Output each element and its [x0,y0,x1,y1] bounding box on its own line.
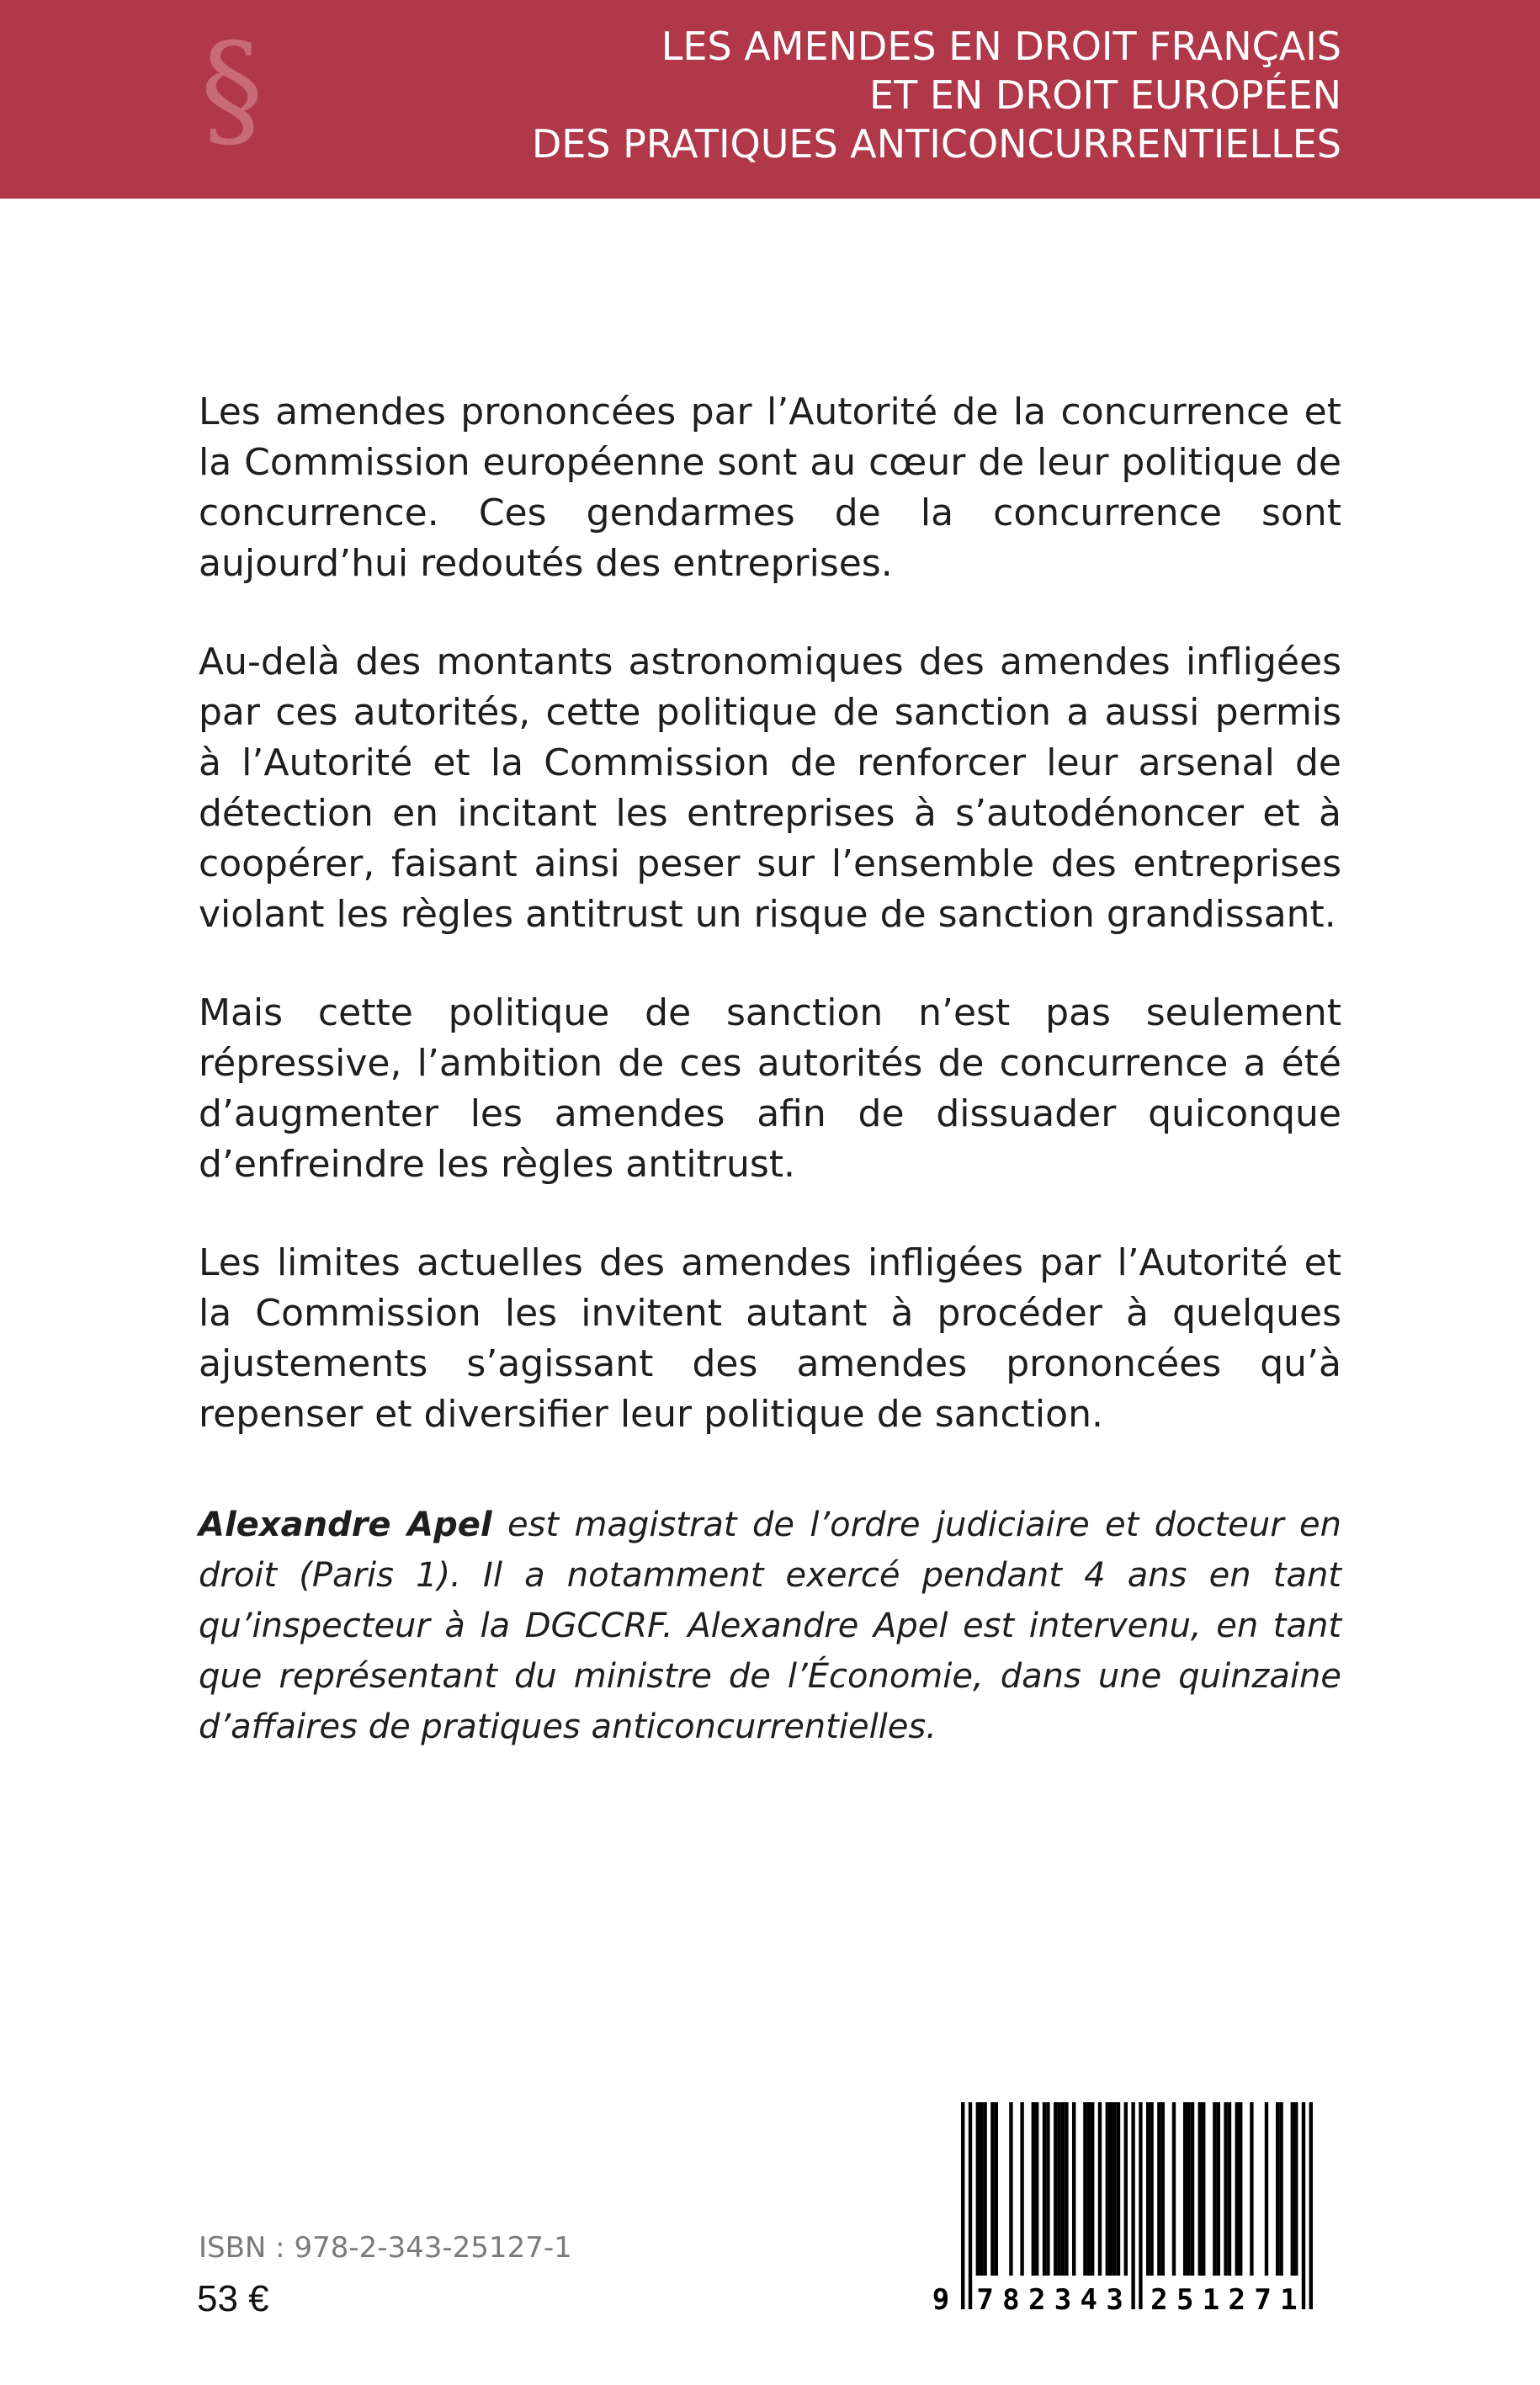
barcode-bar [1106,2102,1109,2276]
barcode-bar [1009,2102,1012,2276]
barcode-bar [1061,2102,1065,2276]
book-title [532,22,1341,168]
barcode-bar [1020,2102,1023,2276]
barcode-digit: 2 [1150,2283,1168,2317]
summary-paragraph-1: Les amendes prononcées par l’Autorité de la concurrence et la Commission européenne sont au cœur de leur politique de concurrence. Ces gendarmes de la concurrence sont aujourd’hui redoutés des entreprises. [199,390,1341,585]
barcode-digit: 3 [1106,2283,1123,2317]
barcode-digit: 1 [1280,2283,1298,2317]
barcode-bar [1035,2102,1038,2276]
barcode-bar [995,2102,998,2276]
barcode-digit: 4 [1080,2283,1098,2317]
barcode-bar [990,2102,994,2276]
summary-paragraph-3: Mais cette politique de sanction n’est pas seulement répressive, l’ambition de ces autorités de concurrence a été d’augmenter les amendes afin de dissuader quiconque d’enfreindre les règles antitrust. [199,991,1341,1186]
barcode-digit: 8 [1002,2283,1020,2317]
barcode-bar [1139,2102,1142,2309]
summary-paragraph-2: Au-delà des montants astronomiques des amendes infligées par ces autorités, cette politique de sanction a aussi permis à l’Autorité et la Commission de renforcer leur arsenal de détection en incitant les entreprises à s’autodénoncer et à coopérer, faisant ainsi peser sur l’ensemble des entreprises violant les règles antitrust un risque de sanction grandissant. [199,640,1341,936]
barcode-digit: 7 [976,2283,994,2317]
barcode-bar [1117,2102,1120,2276]
section-symbol-icon: § [200,17,263,163]
barcode-bar [1191,2102,1194,2276]
barcode-bar [961,2102,964,2309]
barcode-graphic [926,2097,1343,2319]
barcode-bar [1187,2102,1190,2276]
barcode-bar [1109,2102,1113,2276]
title-line-1: LES AMENDES EN DROIT FRANÇAIS [661,24,1341,69]
barcode-bar [1279,2102,1282,2276]
barcode-digit: 9 [932,2283,950,2317]
barcode-bar [1172,2102,1176,2276]
barcode-bar [969,2102,972,2309]
barcode-bar [1235,2102,1239,2276]
barcode-bar [1265,2102,1268,2276]
barcode-bar [1291,2102,1294,2276]
barcode-bar [1198,2102,1202,2276]
barcode-bar [1213,2102,1216,2276]
barcode-bar [1046,2102,1049,2276]
barcode-bar [1157,2102,1160,2276]
barcode-bar [1239,2102,1242,2276]
barcode-bar [1202,2102,1205,2276]
barcode-bar [1131,2102,1134,2309]
title-line-2: ET EN DROIT EUROPÉEN [869,72,1341,118]
author-name: Alexandre Apel [199,1506,492,1544]
barcode-bar [1294,2102,1298,2276]
barcode-bar [1054,2102,1057,2276]
title-line-3: DES PRATIQUES ANTICONCURRENTIELLES [531,121,1341,167]
barcode-bar [1250,2102,1253,2276]
barcode-bar [1091,2102,1094,2276]
barcode-bar [1087,2102,1091,2276]
barcode-bar [1224,2102,1227,2276]
barcode-bar [1161,2102,1165,2276]
barcode-bar [1124,2102,1128,2276]
barcode-bar [1113,2102,1116,2276]
barcode-bar [976,2102,980,2276]
barcode-bar [1083,2102,1086,2276]
barcode-bar [1098,2102,1102,2276]
barcode-bar [983,2102,986,2276]
barcode-bar [1146,2102,1150,2276]
barcode-digit: 2 [1028,2283,1046,2317]
barcode-digit: 1 [1202,2283,1220,2317]
author-bio-text: est magistrat de l’ordre judiciaire et docteur en droit (Paris 1). Il a notamment exercé pendant 4 ans en tant qu’inspecteur à la DGCCRF. Alexandre Apel est intervenu, en tant que représentant du ministre de l’Économie, dans une quinzaine d’affaires de pratiques anticoncurrentielles. [199,1506,1341,1746]
barcode-digit: 3 [1054,2283,1072,2317]
barcode-bar [1217,2102,1220,2276]
barcode-bar [1150,2102,1153,2276]
barcode-bar [1309,2102,1313,2309]
summary-paragraph-4: Les limites actuelles des amendes infligées par l’Autorité et la Commission les invitent autant à procéder à quelques ajustements s’agissant des amendes prononcées qu’à repenser et diversifier leur politique de sanction. [199,1241,1341,1436]
back-cover-summary [199,387,1341,1488]
barcode-bar [1072,2102,1075,2276]
barcode-bar [1057,2102,1060,2276]
isbn-number: ISBN : 978-2-343-25127-1 [199,2231,572,2265]
barcode-bar [1183,2102,1187,2276]
isbn-barcode [926,2097,1343,2319]
barcode-bar [1043,2102,1046,2276]
barcode-bar [1302,2102,1305,2309]
barcode-bar [1032,2102,1035,2276]
barcode-bar [1276,2102,1279,2276]
barcode-digit: 2 [1228,2283,1246,2317]
barcode-bar [980,2102,983,2276]
header-band [0,0,1540,199]
barcode-digit: 5 [1176,2283,1194,2317]
barcode-bar [1228,2102,1231,2276]
author-bio [199,1500,1341,1752]
barcode-digit: 7 [1254,2283,1272,2317]
price: 53 € [197,2278,269,2319]
barcode-bar [1065,2102,1068,2276]
